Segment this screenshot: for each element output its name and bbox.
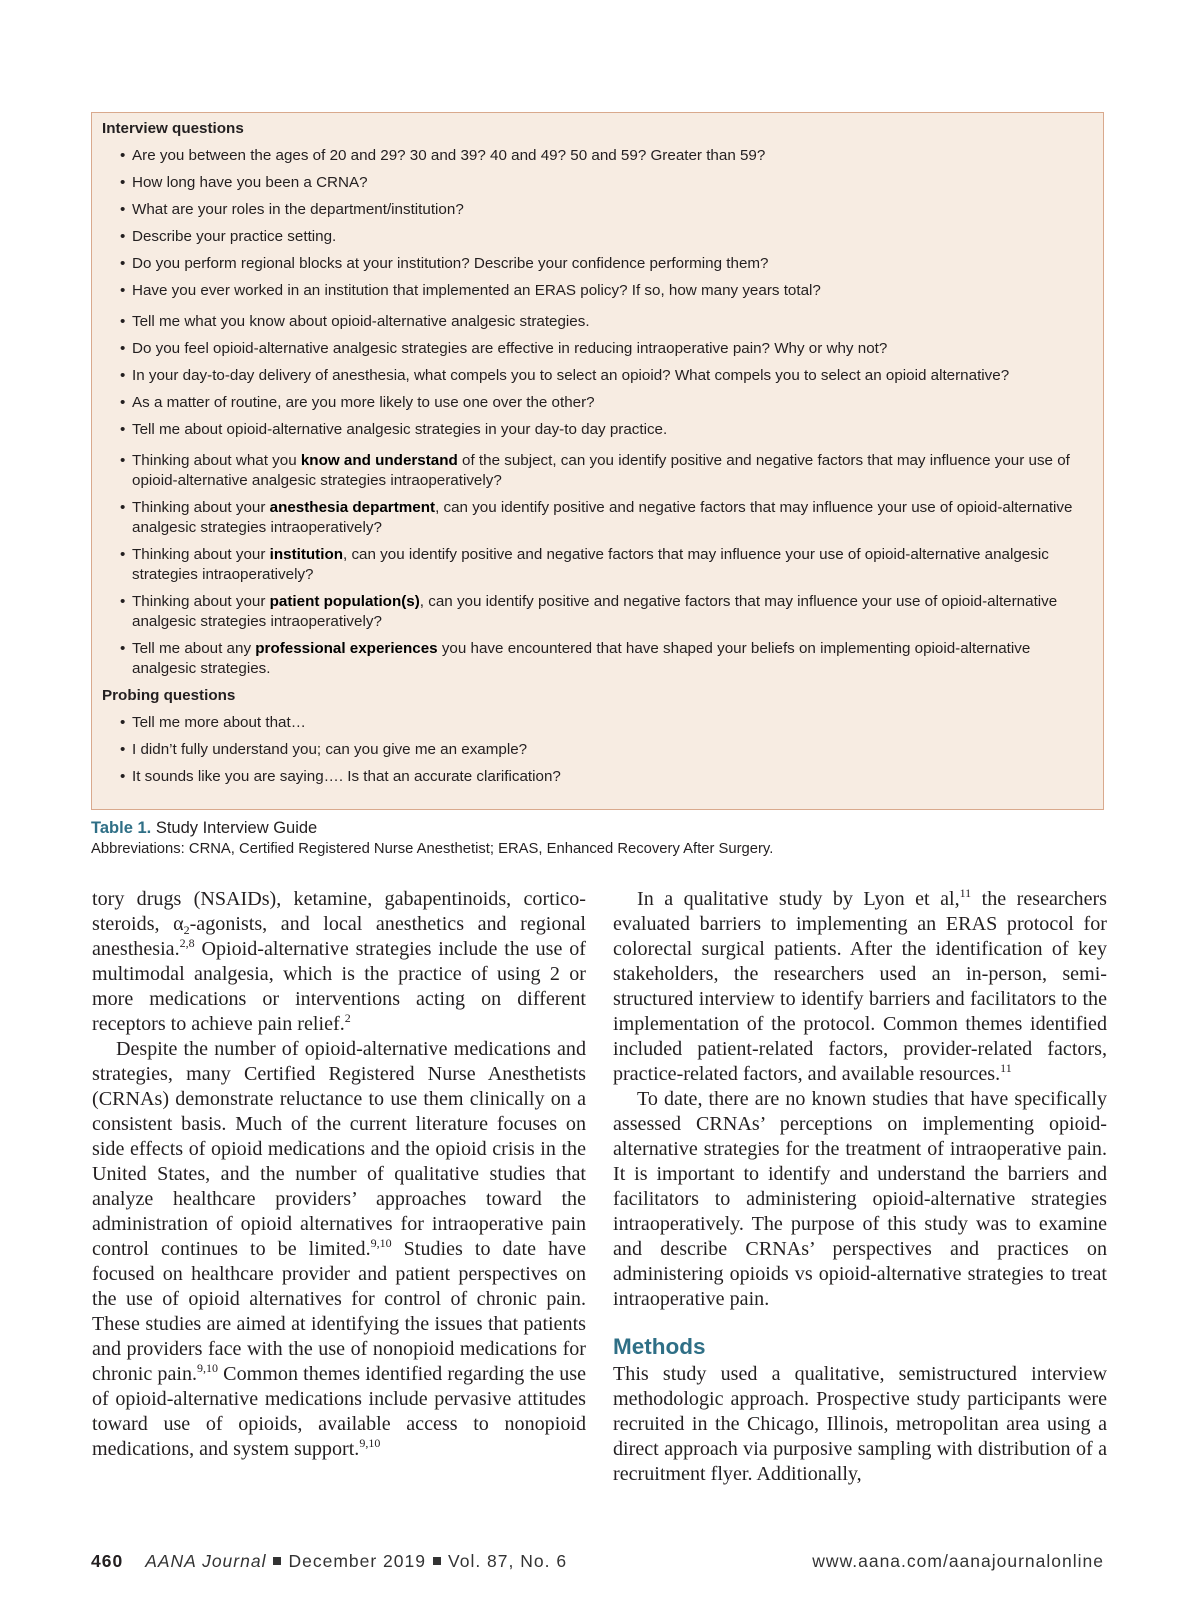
page-footer bbox=[91, 1551, 1104, 1575]
question-group-factors bbox=[102, 451, 1094, 679]
question-item: • Tell me what you know about opioid-alternative analgesic strategies. bbox=[120, 312, 1094, 332]
question-item: • What are your roles in the department/institution? bbox=[120, 200, 1094, 220]
body-paragraph: tory drugs (NSAIDs), ketamine, gabapentinoids, corticosteroids, $\alpha_2$-agonists, and local anesthetics and regional anesthesia.$^{2,8}$ Opioid-alternative strategies include the use of multimodal analgesia, which is the practice of using 2 or more medications or interventions acting on different receptors to achieve pain relief.$^2$ bbox=[92, 888, 586, 1035]
question-group-demographics bbox=[102, 146, 1094, 301]
probing-item: • Tell me more about that… bbox=[120, 713, 1094, 733]
interview-questions-heading: Interview questions bbox=[102, 120, 244, 137]
probing-item: • I didn’t fully understand you; can you give me an example? bbox=[120, 740, 1094, 760]
question-group-strategies bbox=[102, 312, 1094, 440]
body-paragraph: To date, there are no known studies that have specifically assessed CRNAs’ perceptions on implementing opioid-alternative strategies for the treatment of intraoperative pain. It is important to identify and understand the barriers and facilitators to administering opioid-alternative strategies intraoperatively. The purpose of this study was to examine and describe CRNAs’ perspectives and practices on administering opioids vs opioid-alternative strategies to treat intraoperative pain. bbox=[613, 1088, 1107, 1310]
body-paragraph: This study used a qualitative, semistructured interview methodologic approach. Prospective study participants were recruited in the Chicago, Illinois, metropolitan area using a direct approach via purposive sampling with distribution of a recruitment flyer. Additionally, bbox=[613, 1363, 1107, 1485]
question-item: • Thinking about your anesthesia department, can you identify positive and negative factors that may influence your use of opioid-alternative analgesic strategies intraoperatively? bbox=[120, 498, 1094, 538]
interview-guide-table bbox=[91, 112, 1104, 810]
question-group-probing bbox=[102, 713, 1094, 787]
question-item: • In your day-to-day delivery of anesthesia, what compels you to select an opioid? What compels you to select an opioid alternative? bbox=[120, 366, 1094, 386]
table-caption bbox=[91, 817, 1104, 859]
body-column-right bbox=[613, 887, 1107, 1487]
question-item: • Are you between the ages of 20 and 29? 30 and 39? 40 and 49? 50 and 59? Greater than 59? bbox=[120, 146, 1094, 166]
separator-square bbox=[273, 1557, 281, 1565]
body-paragraph: Despite the number of opioid-alternative medications and strategies, many Certified Registered Nurse Anesthetists (CRNAs) demonstrate reluctance to use them clinically on a consistent basis. Much of the current literature focuses on side effects of opioid medications and the opioid crisis in the United States, and the number of qualitative studies that analyze healthcare providers’ approaches toward the administration of opioid alternatives for intraoperative pain control continues to be limited.$^{9,10}$ Studies to date have focused on healthcare provider and patient perspectives on the use of opioid alternatives for control of chronic pain. These studies are aimed at identifying the issues that patients and providers face with the use of nonopioid medications for chronic pain.$^{9,10}$ Common themes identified regarding the use of opioid-alternative medications include pervasive attitudes toward use of opioids, available access to nonopioid medications, and system support.$^{9,10}$ bbox=[92, 1038, 586, 1460]
question-item: • Thinking about your patient population(s), can you identify positive and negative factors that may influence your use of opioid-alternative analgesic strategies intraoperatively? bbox=[120, 592, 1094, 632]
question-item: • Do you perform regional blocks at your institution? Describe your confidence performing them? bbox=[120, 254, 1094, 274]
body-paragraph: In a qualitative study by Lyon et al,$^{11}$ the researchers evaluated barriers to implementing an ERAS protocol for colorectal surgical patients. After the identification of key stakeholders, the researchers used an in-person, semistructured interview to identify barriers and facilitators to the implementation of the protocol. Common themes identified included patient-related factors, provider-related factors, practice-related factors, and available resources.$^{11}$ bbox=[613, 886, 1107, 1085]
journal-name: AANA Journal bbox=[145, 1551, 267, 1571]
table-label: Table 1. bbox=[91, 819, 152, 837]
question-item: • Tell me about opioid-alternative analgesic strategies in your day-to day practice. bbox=[120, 420, 1094, 440]
question-item: • Do you feel opioid-alternative analgesic strategies are effective in reducing intraoperative pain? Why or why not? bbox=[120, 339, 1094, 359]
question-item: • Thinking about what you know and understand of the subject, can you identify positive and negative factors that may influence your use of opioid-alternative analgesic strategies intraoperatively? bbox=[120, 451, 1094, 491]
methods-heading: Methods bbox=[613, 1334, 706, 1359]
journal-website: www.aana.com/aanajournalonline bbox=[812, 1551, 1104, 1571]
question-item: • Have you ever worked in an institution that implemented an ERAS policy? If so, how many years total? bbox=[120, 281, 1094, 301]
body-column-left bbox=[92, 887, 586, 1462]
page-number: 460 bbox=[91, 1551, 124, 1571]
separator-square bbox=[433, 1557, 441, 1565]
probing-questions-heading: Probing questions bbox=[102, 687, 236, 704]
question-item: • Tell me about any professional experiences you have encountered that have shaped your beliefs on implementing opioid-alternative analgesic strategies. bbox=[120, 639, 1094, 679]
volume-issue: Vol. 87, No. 6 bbox=[448, 1551, 568, 1571]
probing-item: • It sounds like you are saying…. Is that an accurate clarification? bbox=[120, 767, 1094, 787]
issue-date: December 2019 bbox=[288, 1551, 426, 1571]
table-title: Study Interview Guide bbox=[155, 819, 318, 837]
question-item: • Thinking about your institution, can you identify positive and negative factors that may influence your use of opioid-alternative analgesic strategies intraoperatively? bbox=[120, 545, 1094, 585]
table-abbreviations: Abbreviations: CRNA, Certified Registered Nurse Anesthetist; ERAS, Enhanced Recovery After Surgery. bbox=[91, 841, 774, 857]
question-item: • Describe your practice setting. bbox=[120, 227, 1094, 247]
question-item: • How long have you been a CRNA? bbox=[120, 173, 1094, 193]
question-item: • As a matter of routine, are you more likely to use one over the other? bbox=[120, 393, 1094, 413]
